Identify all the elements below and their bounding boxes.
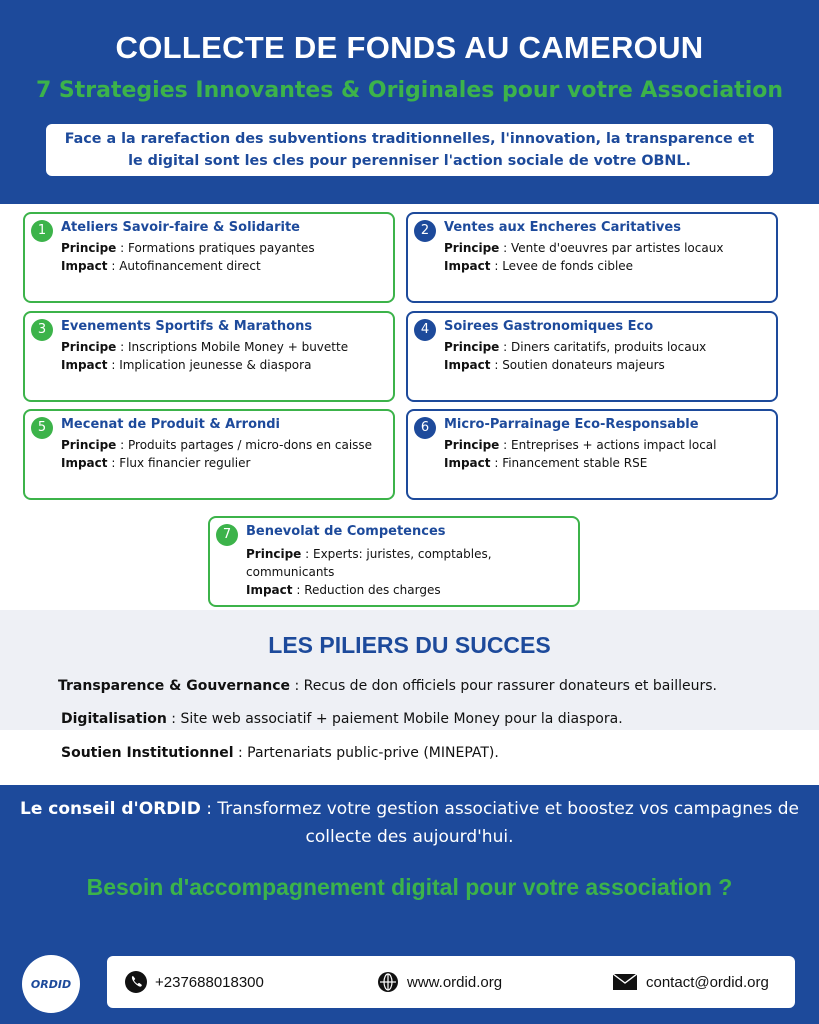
- phone-contact[interactable]: [125, 956, 264, 1008]
- strategy-number: 7: [216, 524, 238, 546]
- strategy-title: Ateliers Savoir-faire & Solidarite: [61, 220, 300, 235]
- principe-label: Principe: [444, 438, 500, 452]
- strategy-number: 3: [31, 319, 53, 341]
- principe-label: Principe: [246, 547, 302, 561]
- strategy-number: 5: [31, 417, 53, 439]
- call-to-action: Besoin d'accompagnement digital pour votre association ?: [86, 874, 733, 900]
- impact-label: Impact: [444, 259, 491, 273]
- strategy-card-1: 1 Ateliers Savoir-faire & Solidarite Principe : Formations pratiques payantes Impact : Autofinancement direct: [23, 212, 395, 303]
- principe-text: Entreprises + actions impact local: [511, 438, 717, 452]
- strategy-title: Ventes aux Encheres Caritatives: [444, 220, 681, 235]
- logo-text: ORDID: [30, 977, 72, 991]
- strategy-number: 2: [414, 220, 436, 242]
- impact-text: Autofinancement direct: [119, 259, 261, 273]
- email-contact[interactable]: [612, 956, 769, 1008]
- principe-text: Diners caritatifs, produits locaux: [511, 340, 707, 354]
- impact-text: Levee de fonds ciblee: [502, 259, 634, 273]
- strategy-title: Soirees Gastronomiques Eco: [444, 319, 654, 334]
- website-url: www.ordid.org: [407, 973, 503, 991]
- strategy-title: Micro-Parrainage Eco-Responsable: [444, 417, 699, 432]
- strategy-title: Benevolat de Competences: [246, 524, 446, 539]
- principe-label: Principe: [61, 340, 117, 354]
- strategy-card-5: 5 Mecenat de Produit & Arrondi Principe : Produits partages / micro-dons en caisse Impact : Flux financier regulier: [23, 409, 395, 500]
- page-subtitle: 7 Strategies Innovantes & Originales pour votre Association: [35, 78, 784, 103]
- ordid-logo: [22, 955, 80, 1013]
- impact-text: Financement stable RSE: [502, 456, 648, 470]
- strategy-number: 6: [414, 417, 436, 439]
- piliers-title: LES PILIERS DU SUCCES: [268, 632, 551, 658]
- strategy-title: Evenements Sportifs & Marathons: [61, 319, 313, 334]
- strategy-card-6: 6 Micro-Parrainage Eco-Responsable Principe : Entreprises + actions impact local Impact : Financement stable RSE: [406, 409, 778, 500]
- conseil-text: Le conseil d'ORDID : Transformez votre gestion associative et boostez vos campagnes de collecte des aujourd'hui.: [20, 799, 799, 847]
- impact-label: Impact: [444, 456, 491, 470]
- page-title: COLLECTE DE FONDS AU CAMEROUN: [115, 30, 704, 65]
- principe-label: Principe: [444, 340, 500, 354]
- impact-label: Impact: [444, 358, 491, 372]
- impact-label: Impact: [246, 583, 293, 597]
- globe-icon: [377, 971, 399, 993]
- header-band: [0, 0, 819, 204]
- phone-icon: [125, 971, 147, 993]
- principe-text: Experts: juristes, comptables, communicants: [246, 547, 492, 579]
- impact-label: Impact: [61, 358, 108, 372]
- principe-text: Vente d'oeuvres par artistes locaux: [511, 241, 724, 255]
- strategy-number: 1: [31, 220, 53, 242]
- impact-text: Reduction des charges: [304, 583, 441, 597]
- strategy-card-2: 2 Ventes aux Encheres Caritatives Principe : Vente d'oeuvres par artistes locaux Impact : Levee de fonds ciblee: [406, 212, 778, 303]
- principe-text: Formations pratiques payantes: [128, 241, 315, 255]
- impact-label: Impact: [61, 456, 108, 470]
- contact-bar: [107, 956, 795, 1008]
- intro-box: [46, 124, 773, 176]
- impact-text: Implication jeunesse & diaspora: [119, 358, 312, 372]
- principe-label: Principe: [61, 438, 117, 452]
- impact-text: Flux financier regulier: [119, 456, 251, 470]
- strategy-card-7: 7 Benevolat de Competences Principe : Experts: juristes, comptables, communicants Impact : Reduction des charges: [208, 516, 580, 607]
- intro-text: Face a la rarefaction des subventions traditionnelles, l'innovation, la transparence et le digital sont les cles pour perenniser l'action sociale de votre OBNL.: [64, 131, 755, 169]
- principe-label: Principe: [444, 241, 500, 255]
- strategy-card-3: 3 Evenements Sportifs & Marathons Principe : Inscriptions Mobile Money + buvette Impact : Implication jeunesse & diaspora: [23, 311, 395, 402]
- phone-number: +237688018300: [155, 973, 264, 991]
- email-address: contact@ordid.org: [646, 973, 769, 991]
- principe-text: Inscriptions Mobile Money + buvette: [128, 340, 349, 354]
- strategy-title: Mecenat de Produit & Arrondi: [61, 417, 281, 432]
- principe-label: Principe: [61, 241, 117, 255]
- envelope-icon: [612, 972, 638, 992]
- pilier-transparence: Transparence & Gouvernance : Recus de don officiels pour rassurer donateurs et bailleurs.: [58, 678, 717, 694]
- impact-label: Impact: [61, 259, 108, 273]
- pilier-soutien: Soutien Institutionnel : Partenariats public-prive (MINEPAT).: [61, 745, 499, 761]
- strategy-card-4: 4 Soirees Gastronomiques Eco Principe : Diners caritatifs, produits locaux Impact : Soutien donateurs majeurs: [406, 311, 778, 402]
- impact-text: Soutien donateurs majeurs: [502, 358, 665, 372]
- principe-text: Produits partages / micro-dons en caisse: [128, 438, 373, 452]
- pilier-digitalisation: Digitalisation : Site web associatif + paiement Mobile Money pour la diaspora.: [61, 711, 623, 727]
- website-contact[interactable]: [377, 956, 502, 1008]
- strategy-number: 4: [414, 319, 436, 341]
